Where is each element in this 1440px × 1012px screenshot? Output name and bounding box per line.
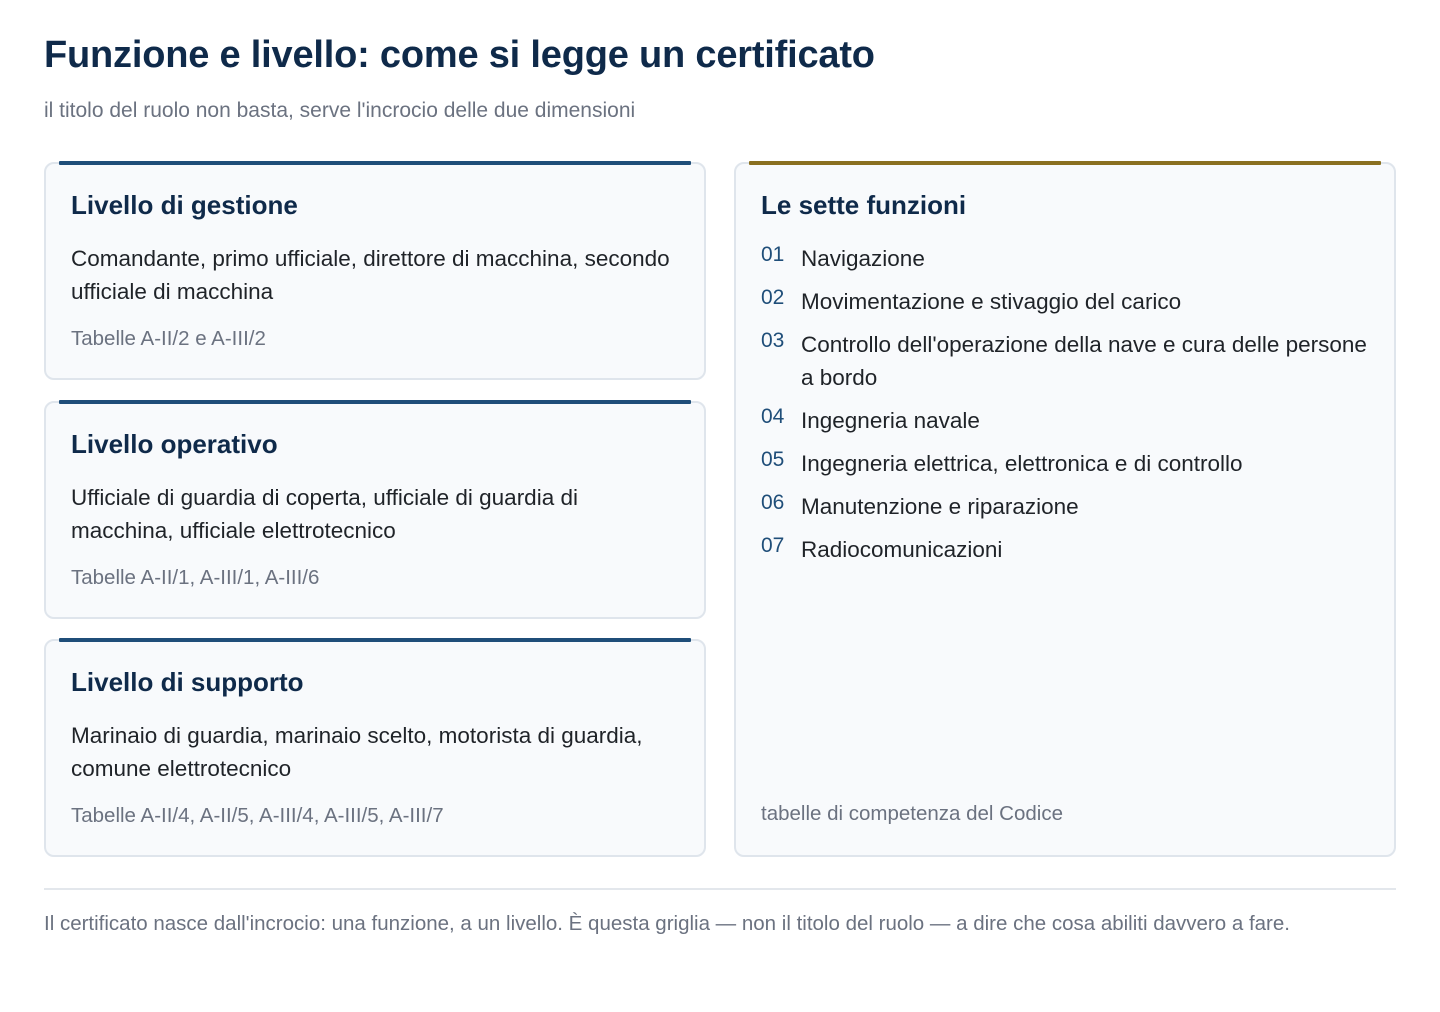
card-accent-bar [59,400,691,404]
functions-card [734,162,1396,857]
function-number: 03 [761,329,785,352]
level-title: Livello di gestione [71,190,298,220]
function-label: Radiocomunicazioni [801,537,1003,562]
level-roles: Marinaio di guardia, marinaio scelto, motorista di guardia, comune elettrotecnico [71,723,643,781]
page-title: Funzione e livello: come si legge un certificato [44,34,875,76]
level-roles: Comandante, primo ufficiale, direttore di macchina, secondo ufficiale di macchina [71,246,670,304]
card-accent-bar [749,161,1381,165]
level-tables-ref: Tabelle A-II/4, A-II/5, A-III/4, A-III/5, A-III/7 [71,804,444,827]
function-number: 05 [761,448,785,471]
functions-list [761,242,1369,576]
function-label: Ingegneria navale [801,408,980,433]
level-card-operativo [44,401,706,619]
function-number: 02 [761,286,785,309]
function-label: Ingegneria elettrica, elettronica e di controllo [801,451,1243,476]
level-roles: Ufficiale di guardia di coperta, ufficiale di guardia di macchina, ufficiale elettrotecnico [71,485,578,543]
list-item [761,328,1369,394]
card-accent-bar [59,161,691,165]
page-subtitle: il titolo del ruolo non basta, serve l'incrocio delle due dimensioni [44,99,636,122]
level-card-gestione [44,162,706,380]
function-number: 04 [761,405,785,428]
function-label: Manutenzione e riparazione [801,494,1079,519]
function-label: Navigazione [801,246,925,271]
level-title: Livello di supporto [71,667,304,697]
list-item [761,404,1369,437]
level-title: Livello operativo [71,429,278,459]
list-item [761,490,1369,523]
function-label: Movimentazione e stivaggio del carico [801,289,1182,314]
functions-footer: tabelle di competenza del Codice [761,802,1063,825]
footer-note: Il certificato nasce dall'incrocio: una funzione, a un livello. È questa griglia — non il titolo del ruolo — a dire che cosa abiliti davvero a fare. [44,912,1290,935]
list-item [761,242,1369,275]
level-tables-ref: Tabelle A-II/2 e A-III/2 [71,327,266,350]
function-number: 07 [761,534,785,557]
list-item [761,285,1369,318]
list-item [761,447,1369,480]
divider [44,888,1396,890]
list-item [761,533,1369,566]
functions-title: Le sette funzioni [761,190,967,220]
function-number: 01 [761,243,785,266]
function-number: 06 [761,491,785,514]
function-label: Controllo dell'operazione della nave e cura delle persone a bordo [801,332,1367,390]
card-accent-bar [59,638,691,642]
level-card-supporto [44,639,706,857]
level-tables-ref: Tabelle A-II/1, A-III/1, A-III/6 [71,566,320,589]
